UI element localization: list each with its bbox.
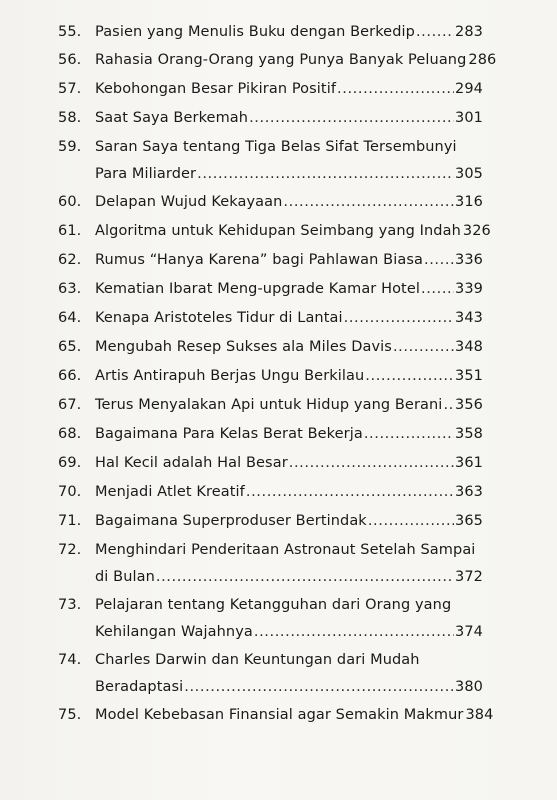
toc-page-number: 372 [455,569,483,585]
toc-dot-leader [156,564,454,591]
toc-entry [58,76,483,103]
toc-entry-number: 74. [58,652,82,668]
toc-entry-title: Kenapa Aristoteles Tidur di Lantai [95,310,343,326]
toc-entry-title: Charles Darwin dan Keuntungan dari Mudah [95,652,420,668]
toc-entry [58,276,483,303]
toc-page-number: 316 [455,194,483,210]
toc-page-number: 365 [455,513,483,529]
toc-entry-line [95,247,483,274]
toc-entry-line [95,305,483,332]
toc-entry-line [95,421,483,448]
toc-dot-leader [424,247,454,274]
toc-entry-line [95,508,483,535]
toc-entry-title: Menjadi Atlet Kreatif [95,484,245,500]
toc-entry-line [95,537,483,564]
toc-dot-leader [246,479,454,506]
toc-dot-leader [416,19,454,46]
toc-dot-leader [289,450,454,477]
toc-entry-title: Para Miliarder [95,166,197,182]
toc-entry-line [95,334,483,361]
toc-entry-title: Model Kebebasan Finansial agar Semakin Makmur [95,707,464,723]
toc-entry-title: Pelajaran tentang Ketangguhan dari Orang yang [95,597,452,613]
toc-entry [58,334,483,361]
toc-page-number: 294 [455,81,483,97]
toc-entry-line [95,276,483,303]
toc-entry [58,19,483,46]
toc-entry [58,134,483,188]
toc-entry [58,305,483,332]
toc-dot-leader [283,189,454,216]
toc-entry-title: Hal Kecil adalah Hal Besar [95,455,288,471]
toc-entry [58,450,483,477]
toc-entry-number: 70. [58,484,82,500]
toc-entry-title: Beradaptasi [95,679,184,695]
toc-entry-title: Kehilangan Wajahnya [95,624,253,640]
toc-dot-leader [365,363,454,390]
toc-entry-line [95,592,483,619]
toc-page-number: 339 [455,281,483,297]
toc-entry-title: Saat Saya Berkemah [95,110,249,126]
toc-entry-number: 67. [58,397,82,413]
toc-entry-title: Bagaimana Superproduser Bertindak [95,513,367,529]
toc-dot-leader [421,276,454,303]
toc-entry [58,105,483,132]
toc-entry [58,247,483,274]
toc-dot-leader [249,105,454,132]
toc-entry [58,189,483,216]
toc-dot-leader [337,76,454,103]
toc-dot-leader [443,392,454,419]
toc-entry-number: 61. [58,223,82,239]
toc-entry-line [95,619,483,646]
toc-page-number: 374 [455,624,483,640]
toc-entry-line [95,647,483,674]
toc-entry-number: 62. [58,252,82,268]
toc-entry-number: 60. [58,194,82,210]
toc-entry [58,363,483,390]
toc-entry-number: 65. [58,339,82,355]
toc-entry-number: 71. [58,513,82,529]
toc-dot-leader [368,508,454,535]
toc-page-number: 358 [455,426,483,442]
toc-dot-leader [393,334,454,361]
toc-entry-line [95,450,483,477]
toc-dot-leader [364,421,454,448]
toc-entry-line [95,392,483,419]
toc-entry [58,508,483,535]
toc-page-number: 380 [455,679,483,695]
toc-entry-title: Artis Antirapuh Berjas Ungu Berkilau [95,368,365,384]
toc-page-number: 283 [455,24,483,40]
toc-entry-number: 59. [58,139,82,155]
toc-page-number: 336 [455,252,483,268]
toc-entry-number: 56. [58,52,82,68]
toc-entry-title: Menghindari Penderitaan Astronaut Setelah Sampai [95,542,476,558]
toc-entry-line [95,564,483,591]
toc-entry-number: 66. [58,368,82,384]
toc-dot-leader [344,305,454,332]
toc-entry-title: Saran Saya tentang Tiga Belas Sifat Tersembunyi [95,139,457,155]
toc-entry [58,47,497,74]
toc-entry-number: 72. [58,542,82,558]
toc-entry-line [95,674,483,701]
toc-entry-line [95,189,483,216]
toc-entry [58,647,483,701]
toc-entry-line [95,218,491,245]
toc-entry-line [95,479,483,506]
toc-entry-line [95,702,494,729]
toc-entry [58,537,483,591]
toc-entry-title: Bagaimana Para Kelas Berat Bekerja [95,426,363,442]
toc-entry-title: Rumus “Hanya Karena” bagi Pahlawan Biasa [95,252,423,268]
toc-entry-number: 75. [58,707,82,723]
toc-entry-title: Rahasia Orang-Orang yang Punya Banyak Peluang [95,52,467,68]
toc-page-number: 384 [465,707,494,723]
toc-entry-line [95,105,483,132]
toc-entry-title: Kematian Ibarat Meng-upgrade Kamar Hotel [95,281,420,297]
toc-page-number: 351 [455,368,483,384]
toc-entry [58,421,483,448]
toc-entry-number: 55. [58,24,82,40]
toc-dot-leader [254,619,454,646]
toc-entry-title: Delapan Wujud Kekayaan [95,194,283,210]
toc-page-number: 343 [455,310,483,326]
toc-page-number: 301 [455,110,483,126]
toc-entry-title: Mengubah Resep Sukses ala Miles Davis [95,339,392,355]
toc-entry-line [95,161,483,188]
toc-entry-line [95,76,483,103]
toc-entry-line [95,47,497,74]
toc-entry-number: 57. [58,81,82,97]
toc-entry-number: 64. [58,310,82,326]
toc-page-number: 356 [455,397,483,413]
toc-page-number: 361 [455,455,483,471]
toc-entry-number: 63. [58,281,82,297]
toc-page-number: 348 [455,339,483,355]
toc-dot-leader [184,674,454,701]
toc-entry [58,592,483,646]
toc-page-number: 326 [462,223,491,239]
toc-entry-title: Pasien yang Menulis Buku dengan Berkedip [95,24,415,40]
toc-entry-number: 73. [58,597,82,613]
toc-entry-title: Kebohongan Besar Pikiran Positif [95,81,337,97]
toc-entry-line [95,134,483,161]
toc-entry-number: 68. [58,426,82,442]
toc-entry-number: 58. [58,110,82,126]
toc-entry [58,702,494,729]
toc-entry-title: Terus Menyalakan Api untuk Hidup yang Berani [95,397,443,413]
toc-dot-leader [197,161,454,188]
toc-entry-number: 69. [58,455,82,471]
toc-entry-line [95,363,483,390]
toc-entry-line [95,19,483,46]
toc-entry [58,392,483,419]
toc-entry-title: Algoritma untuk Kehidupan Seimbang yang Indah [95,223,461,239]
toc-page-number: 363 [455,484,483,500]
toc-entry-title: di Bulan [95,569,155,585]
toc-page-number: 305 [455,166,483,182]
toc-entry [58,218,491,245]
toc-entry [58,479,483,506]
toc-page-number: 286 [468,52,497,68]
